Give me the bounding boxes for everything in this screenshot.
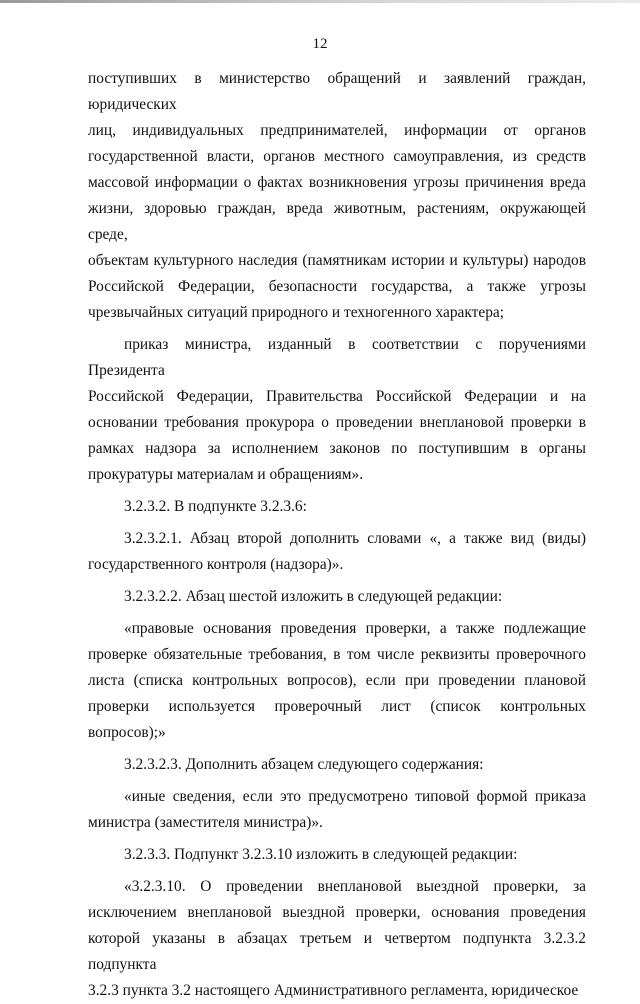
paragraph-p8 (88, 784, 586, 836)
text-line: 3.2.3.2.3. Дополнить абзацем следующего содержания: (124, 756, 484, 773)
scan-top-edge (0, 0, 640, 3)
text-line: «иные сведения, если это предусмотрено типовой формой приказа (124, 788, 586, 805)
paragraph-p9 (88, 842, 586, 868)
text-line: Российской Федерации, безопасности государства, а также угрозы (88, 278, 586, 295)
paragraph-p1 (88, 66, 586, 326)
text-line: лиц, индивидуальных предпринимателей, информации от органов (88, 122, 586, 139)
text-line: проверки используется проверочный лист (список контрольных вопросов);» (88, 698, 586, 741)
text-line: прокуратуры материалам и обращениям». (88, 466, 364, 483)
paragraph-p2 (88, 332, 586, 488)
page-number: 12 (312, 36, 328, 52)
text-line: исключением внеплановой выездной проверки, основания проведения (88, 904, 586, 921)
text-line: проверке обязательные требования, в том числе реквизиты проверочного (88, 646, 586, 663)
text-line: министра (заместителя министра)». (88, 814, 323, 831)
text-line: чрезвычайных ситуаций природного и техногенного характера; (88, 304, 505, 321)
text-line: рамках надзора за исполнением законов по поступившим в органы (88, 440, 586, 457)
text-line: листа (списка контрольных вопросов), если при проведении плановой (88, 672, 586, 689)
paragraph-p4 (88, 526, 586, 578)
text-line: 3.2.3.2. В подпункте 3.2.3.6: (124, 498, 307, 515)
text-line: объектам культурного наследия (памятникам истории и культуры) народов (88, 252, 586, 269)
text-line: 3.2.3 пункта 3.2 настоящего Административного регламента, юридическое (88, 982, 579, 999)
text-line: 3.2.3.2.1. Абзац второй дополнить словами «, а также вид (виды) (124, 530, 586, 547)
document-body (88, 66, 586, 1004)
text-line: приказ министра, изданный в соответствии с поручениями Президента (88, 336, 586, 379)
text-line: жизни, здоровью граждан, вреда животным, растениям, окружающей среде, (88, 200, 586, 243)
text-line: государственного контроля (надзора)». (88, 556, 344, 573)
text-line: поступивших в министерство обращений и заявлений граждан, юридических (88, 70, 586, 113)
text-line: «3.2.3.10. О проведении внеплановой выездной проверки, за (124, 878, 586, 895)
paragraph-p3 (88, 494, 586, 520)
text-line: основании требования прокурора о проведении внеплановой проверки в (88, 414, 586, 431)
paragraph-p5 (88, 584, 586, 610)
text-line: государственной власти, органов местного самоуправления, из средств (88, 148, 586, 165)
text-line: Российской Федерации, Правительства Российской Федерации и на (88, 388, 586, 405)
text-line: 3.2.3.3. Подпункт 3.2.3.10 изложить в следующей редакции: (124, 846, 518, 863)
text-line: 3.2.3.2.2. Абзац шестой изложить в следующей редакции: (124, 588, 503, 605)
paragraph-p6 (88, 616, 586, 746)
text-line: массовой информации о фактах возникновения угрозы причинения вреда (88, 174, 586, 191)
paragraph-p7 (88, 752, 586, 778)
paragraph-p10 (88, 874, 586, 1004)
text-line: которой указаны в абзацах третьем и четвертом подпункта 3.2.3.2 подпункта (88, 930, 586, 973)
text-line: «правовые основания проведения проверки, а также подлежащие (124, 620, 586, 637)
